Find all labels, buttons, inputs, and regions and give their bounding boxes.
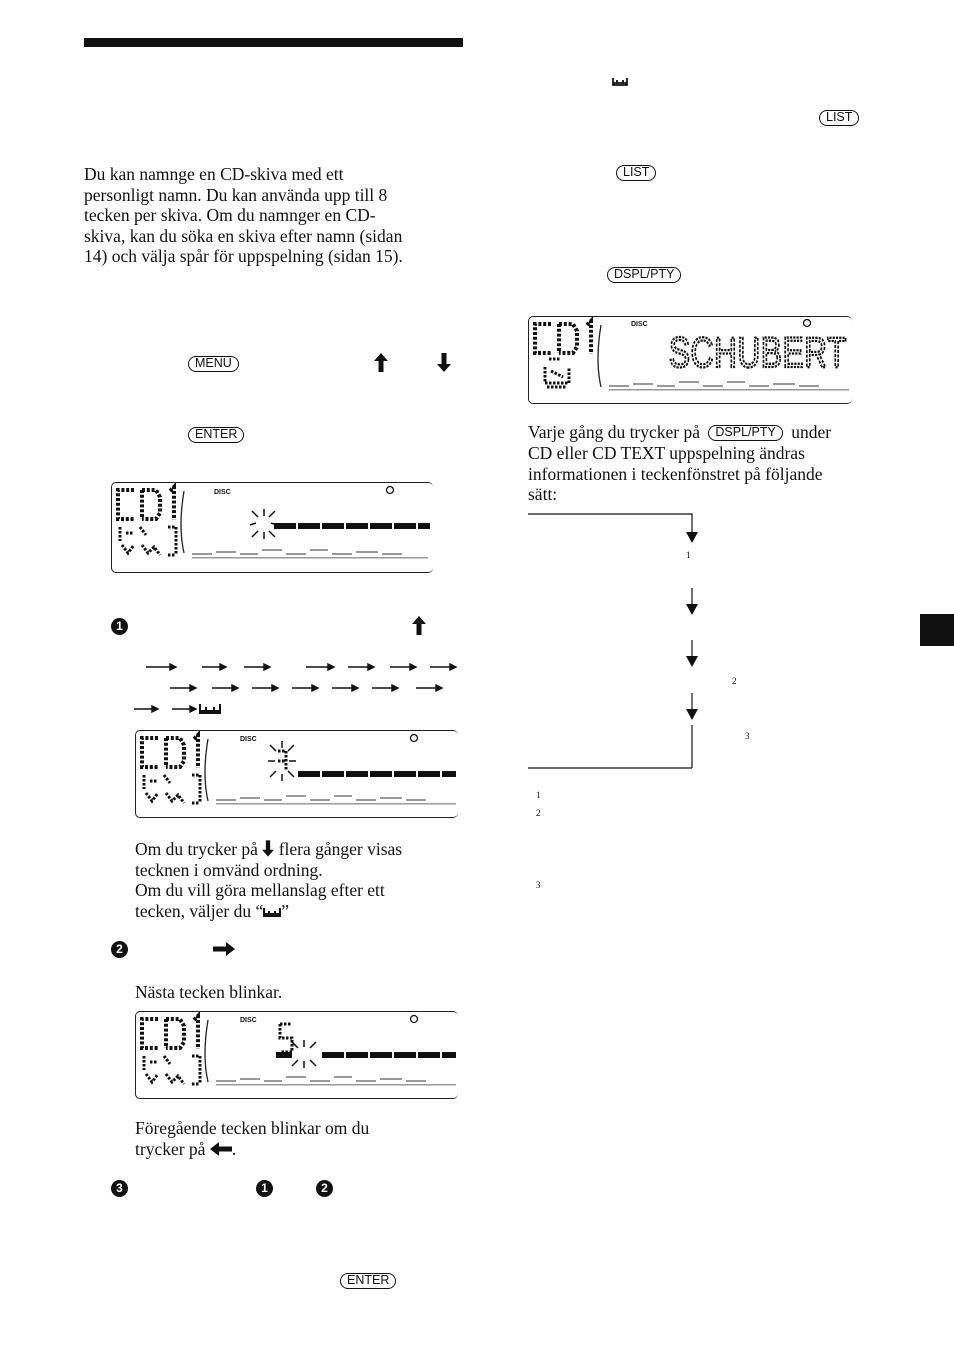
- section-tab: [920, 614, 954, 646]
- footnote-marker: 2: [732, 676, 737, 686]
- blink-cursor: [292, 1040, 316, 1068]
- step-3-badge: 3: [111, 1180, 128, 1197]
- menu-key: MENU: [188, 356, 239, 372]
- level-meter: [609, 381, 849, 391]
- disc-label: DISC: [240, 1017, 257, 1024]
- footnote-marker: 1: [686, 550, 691, 560]
- arrow-left-icon: [210, 1142, 232, 1156]
- arrow-up-icon: [374, 353, 388, 372]
- character-sequence-arrows: [134, 660, 460, 718]
- arrow-right-icon: [213, 942, 235, 956]
- step-2-badge: 2: [111, 941, 128, 958]
- list-key: LIST: [616, 165, 656, 181]
- blink-cursor: [250, 509, 277, 539]
- footnote-marker: 1: [536, 790, 541, 800]
- blank-character-slots: [298, 771, 456, 777]
- dspl-pty-key-inline: DSPL/PTY: [708, 425, 782, 441]
- level-meter: [192, 549, 428, 559]
- intro-paragraph: [84, 164, 464, 267]
- arrow-down-icon: [262, 840, 274, 857]
- step-1-badge-ref: 1: [256, 1180, 273, 1197]
- lcd-display-name-entry: [111, 482, 433, 573]
- step-1-badge: 1: [111, 618, 128, 635]
- intro-line: 14) och välja spår för uppspelning (sidan 15).: [84, 246, 403, 266]
- previous-character-note: Föregående tecken blinkar om du trycker på .: [135, 1118, 370, 1159]
- next-character-blinks: Nästa tecken blinkar.: [135, 982, 283, 1002]
- disc-label: DISC: [214, 489, 231, 496]
- lcd-display-character-select: [135, 730, 458, 818]
- note-reverse-order: Om du trycker på flera gånger visas tecknen i omvänd ordning. Om du vill göra mellanslag efter ett tecken, väljer du “ ”: [135, 839, 403, 921]
- footnote-marker: 2: [536, 808, 541, 818]
- arrow-up-icon: [412, 616, 426, 635]
- blank-character-slots: [276, 1052, 456, 1058]
- level-meter: [216, 795, 456, 805]
- enter-key: ENTER: [188, 427, 244, 443]
- space-symbol-icon: [612, 77, 628, 86]
- header-rule: [84, 38, 463, 47]
- dspl-description: Varje gång du trycker på DSPL/PTY under CD eller CD TEXT uppspelning ändras informationen i teckenfönstret på följande sätt:: [528, 422, 832, 504]
- disc-label: DISC: [631, 321, 648, 328]
- footnote-marker: 3: [745, 731, 750, 741]
- lcd-display-next-character: [135, 1011, 458, 1099]
- disc-name-text: SCHUBERT: [669, 329, 847, 377]
- dspl-pty-key: DSPL/PTY: [607, 267, 681, 283]
- disc-label: DISC: [240, 736, 257, 743]
- level-meter: [216, 1076, 456, 1086]
- intro-line: personligt namn. Du kan använda upp till 8: [84, 184, 388, 205]
- list-key: LIST: [819, 110, 859, 126]
- intro-line: tecken per skiva. Om du namnger en CD-: [84, 205, 376, 225]
- arrow-down-icon: [437, 353, 451, 372]
- step-2-badge-ref: 2: [316, 1180, 333, 1197]
- lcd-display-disc-name: [528, 316, 852, 404]
- footnote-marker: 3: [536, 880, 541, 890]
- intro-line: skiva, kan du söka en skiva efter namn (sidan: [84, 225, 403, 246]
- display-cycle-diagram: [528, 513, 698, 771]
- space-symbol-icon: [263, 907, 281, 917]
- intro-line: Du kan namnge en CD-skiva med ett: [84, 164, 344, 184]
- blank-character-slots: [274, 523, 430, 529]
- enter-key: ENTER: [340, 1273, 396, 1289]
